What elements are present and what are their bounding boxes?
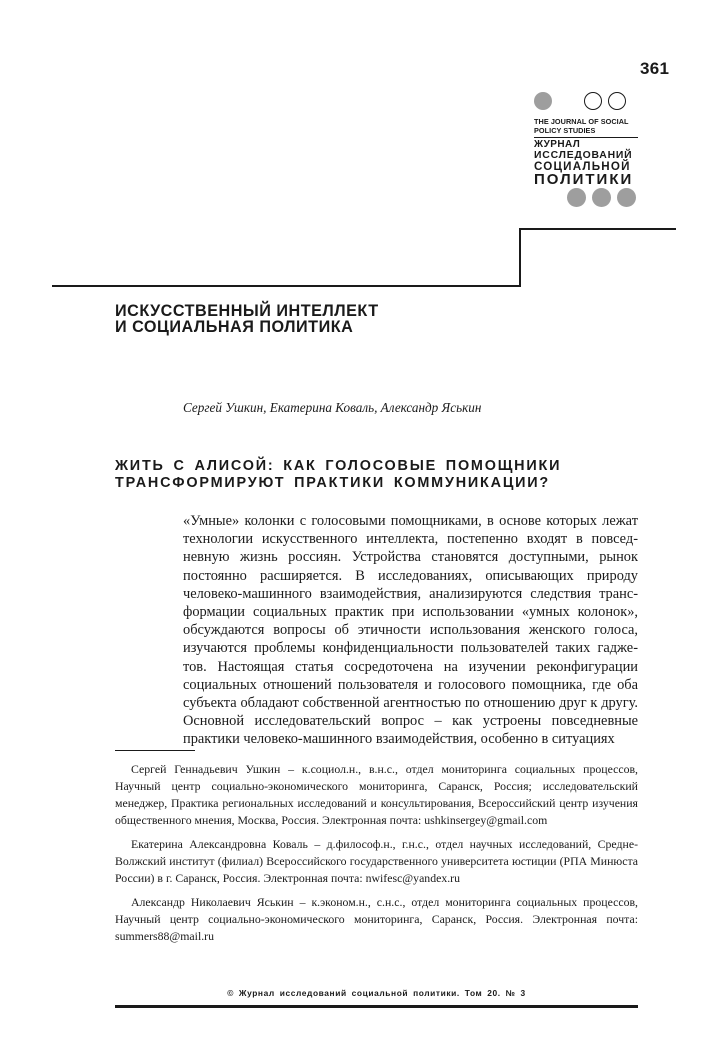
logo-dot-outline-icon — [584, 92, 602, 110]
article-title — [115, 458, 561, 492]
footnote-author-ushkin: Сергей Геннадьевич Ушкин – к.социол.н., в.н.с., отдел мониторинга социальных процессов, Научный центр социально-экономического мониторинга, Саранск, Россия; исследовательский менеджер, Практика региональных исследований и консультирования, Всероссийский центр изучения общественного мнения, Москва, Россия. Электронная почта: ushkinsergey@gmail.com — [115, 762, 638, 827]
footnote-separator — [115, 750, 195, 751]
abstract-paragraph: «Умные» колонки с голосовыми помощниками, в основе которых лежат технологии искусственного интеллекта, постепенно входят в повседневную жизнь россиян. Устройства становятся доступными, рынок постоянно расширяется. В исследованиях, описывающих природу человеко-машинного взаимодействия, анализируются следствия трансформации социальных практик при использовании «умных колонок», обсуждаются вопросы об этичности использования женского голоса, изучаются проблемы конфиденциальности пользователей таких гаджетов. Настоящая статья сосредоточена на изучении реконфигурации социальных отношений пользователя и голосового помощника, где оба субъекта обладают собственной агентностью по отношению друг к другу. Основной исследовательский вопрос – как устроены повседневные практики человеко-машинного взаимодействия, особенно в ситуациях — [183, 513, 638, 748]
footnote-author-yaskin: Александр Николаевич Яськин – к.эконом.н., с.н.с., отдел мониторинга социальных процессов, Научный центр социально-экономического мониторинга, Саранск, Россия. Электронная почта: summers88@mail.ru — [115, 895, 638, 943]
article-authors: Сергей Ушкин, Екатерина Коваль, Александр Яськин — [183, 400, 482, 415]
section-title-line: И СОЦИАЛЬНАЯ ПОЛИТИКА — [115, 318, 354, 336]
logo-dot-filled-icon — [617, 188, 636, 207]
footer-rule — [115, 1005, 638, 1008]
header-rule-vertical — [519, 228, 521, 287]
journal-title-en-line: POLICY STUDIES — [534, 126, 596, 135]
journal-logo — [534, 92, 638, 212]
page-footer: © Журнал исследований социальной политики. Том 20. № 3 — [227, 988, 526, 998]
section-title-line: ИСКУССТВЕННЫЙ ИНТЕЛЛЕКТ — [115, 302, 379, 320]
header-rule-top — [519, 228, 676, 230]
article-title-line: ТРАНСФОРМИРУЮТ ПРАКТИКИ КОММУНИКАЦИИ? — [115, 475, 551, 491]
article-abstract — [183, 512, 638, 749]
logo-dot-filled-icon — [534, 92, 552, 110]
footnote-author-koval: Екатерина Александровна Коваль – д.философ.н., г.н.с., отдел научных исследований, Средне-Волжский институт (филиал) Всероссийского государственного университета юстиции (РПА Минюста России) в г. Саранск, Россия. Электронная почта: nwifesc@yandex.ru — [115, 837, 638, 885]
journal-title-ru-line: ИССЛЕДОВАНИЙ — [534, 150, 633, 161]
journal-title-en-line: THE JOURNAL OF SOCIAL — [534, 117, 629, 126]
article-title-line: ЖИТЬ С АЛИСОЙ: КАК ГОЛОСОВЫЕ ПОМОЩНИКИ — [115, 458, 562, 474]
page-number: 361 — [640, 59, 670, 78]
journal-title-en — [534, 117, 638, 138]
section-title — [115, 303, 379, 335]
journal-title-ru-line: СОЦИАЛЬНОЙ — [534, 160, 631, 173]
header-rule-bottom — [52, 285, 521, 287]
logo-dot-outline-icon — [608, 92, 626, 110]
journal-title-ru — [534, 139, 638, 187]
logo-dot-filled-icon — [592, 188, 611, 207]
journal-title-ru-line: ЖУРНАЛ — [534, 139, 581, 150]
author-footnotes — [115, 761, 638, 952]
journal-title-ru-line: ПОЛИТИКИ — [534, 171, 634, 188]
logo-dot-filled-icon — [567, 188, 586, 207]
